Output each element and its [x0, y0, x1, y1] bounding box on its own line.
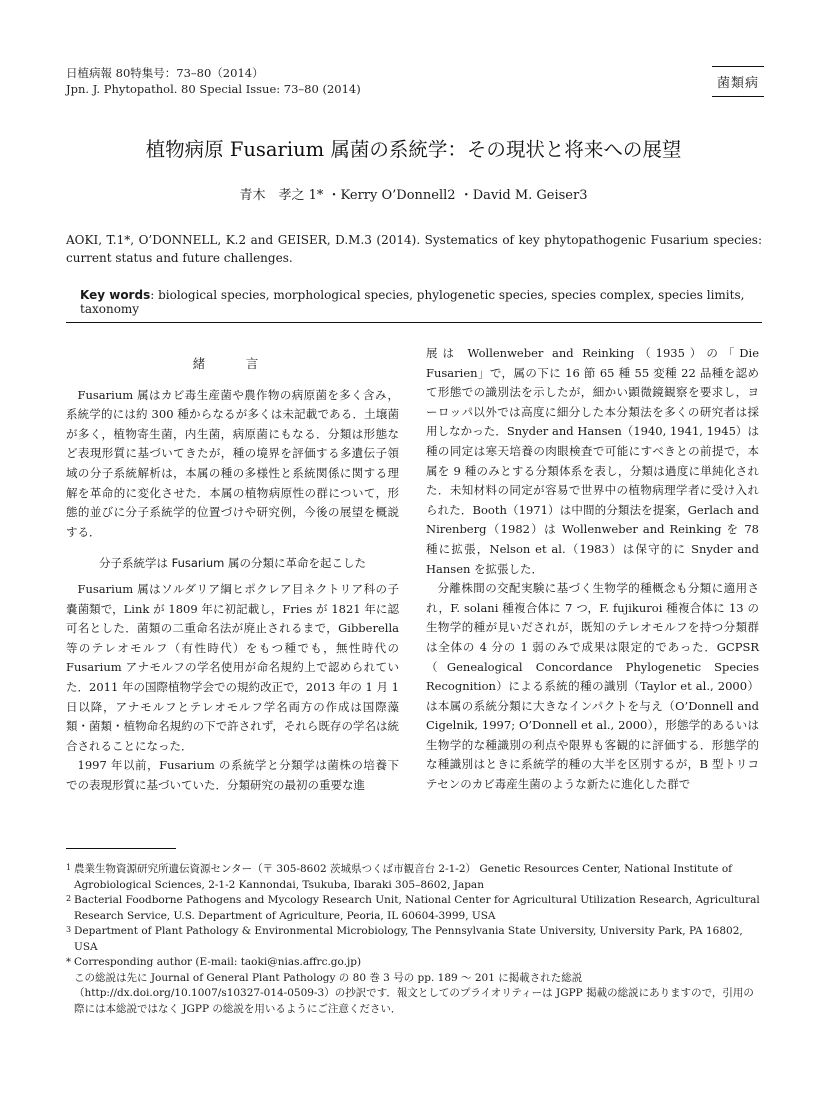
article-title: 植物病原 Fusarium 属菌の系統学：その現状と将来への展望 [145, 138, 682, 161]
intro-paragraph: Fusarium 属はカビ毒生産菌や農作物の病原菌を多く含み，系統学的には約 300 種からなるが多くは未記載である．土壌菌が多く，植物寄生菌，内生菌，病原菌にもなる．分類は形態など表現形質に基づいてきたが，種の境界を評価する多遺伝子領域の分子系統解析は，本属の種の多様性と系統関係に関する理解を革命的に変化させた．本属の植物病原性の群について，形態的並びに分子系統学的位置づけや研究例，今後の展望を概説する． [66, 387, 399, 539]
keywords-text: : biological species, morphological species, phylogenetic species, species complex, species limits, taxonomy [80, 288, 745, 316]
english-citation: AOKI, T.1*, O’DONNELL, K.2 and GEISER, D.M.3 (2014). Systematics of key phytopathogenic Fusarium species: current status and future challenges. [66, 233, 762, 265]
body-paragraph-4: 分離株間の交配実験に基づく生物学的種概念も分類に適用され，F. solani 種複合体に 7 つ，F. fujikuroi 種複合体に 13 の生物学的種が見いだされが，既知のテレオモルフを持つ分類群は全体の 4 分の 1 弱のみで成果は限定的であった．GCPSR（Genealogical Concordance Phylogenetic Species Recognition）による系統的種の識別（Taylor et al., 2000）は本属の系統分類に大きなインパクトを与え（O’Donnell and Cigelnik, 1997; O’Donnell et al., 2000），形態学的あるいは生物学的な種識別の利点や限界も客観的に評価する．形態学的な種識別はときに系統学的種の大半を区別するが，B 型トリコテセンのカビ毒産生菌のような新たに進化した群で [426, 581, 759, 792]
footnote-divider [66, 848, 176, 849]
right-column [426, 344, 759, 795]
journal-citation-en: Jpn. J. Phytopathol. 80 Special Issue: 73–80 (2014) [66, 82, 361, 96]
corresponding-author: * Corresponding author (E-mail: taoki@nias.affrc.go.jp) [66, 956, 362, 968]
category-label: 菌類病 [712, 66, 764, 97]
keywords-label: Key words [80, 288, 151, 302]
left-column [66, 354, 399, 795]
body-paragraph-1: Fusarium 属はソルダリア綱ヒポクレア目ネクトリア科の子嚢菌類で，Link が 1809 年に初記載し，Fries が 1821 年に認可名とした．菌類の二重命名法が廃止されるまで，Gibberella 等のテレオモルフ（有性時代）をもつ種でも，無性時代の Fusarium アナモルフの学名使用が命名規約上で認められていた．2011 年の国際植物学会での規約改正で，2013 年の 1 月 1 日以降，アナモルフとテレオモルフ学名両方の作成は国際藻類・菌類・植物命名規約の下で許されず，それら既存の学名は統合されることになった． [66, 581, 399, 753]
body-paragraph-2: 1997 年以前，Fusarium の系統学と分類学は菌株の培養下での表現形質に基づいていた．分類研究の最初の重要な進 [66, 758, 399, 792]
title-divider [66, 322, 762, 323]
footnotes [66, 862, 762, 1017]
footnote-2: 2 Bacterial Foodborne Pathogens and Mycology Research Unit, National Center for Agricultural Utilization Research, Agricultural Research Service, U.S. Department of Agriculture, Peoria, IL 60604-3999, USA [66, 894, 760, 922]
section-heading-introduction: 緒 言 [192, 356, 273, 371]
keywords [80, 288, 770, 316]
author-list: 青木 孝之 1* ・Kerry O’Donnell2 ・David M. Geiser3 [239, 188, 588, 203]
body-paragraph-3: 展は Wollenweber and Reinking（1935）の「Die Fusarien」で，属の下に 16 節 65 種 55 変種 22 品種を認めて形態での識別法を示したが，細かい顕微鏡観察を要求し，ヨーロッパ以外では高度に細分した本分類法を多くの研究者は採用しなかった．Snyder and Hansen（1940, 1941, 1945）は種の同定は寒天培養の肉眼検査で可能にすべきとの前提で，本属を 9 種のみとする分類体系を表し，分類は過度に単純化された．未知材料の同定が容易で世界中の植物病理学者に受け入れられた．Booth（1971）は中間的分類法を提案，Gerlach and Nirenberg（1982）は Wollenweber and Reinking を 78 種に拡張，Nelson et al.（1983）は保守的に Snyder and Hansen を拡張した． [426, 346, 759, 576]
footnote-3: 3 Department of Plant Pathology & Environmental Microbiology, The Pennsylvania State University, University Park, PA 16802, USA [66, 925, 743, 953]
journal-citation-jp: 日植病報 80特集号：73–80（2014） [66, 66, 264, 80]
subsection-heading: 分子系統学は Fusarium 属の分類に革命を起こした [98, 556, 367, 571]
translation-note: この総説は先に Journal of General Plant Pathology の 80 巻 3 号の pp. 189 ～ 201 に掲載された総説（http://dx.doi.org/10.1007/s10327-014-0509-3）の抄訳です．報文としてのプライオリティーは JGPP 掲載の総説にありますので，引用の際には本総説ではなく JGPP の総説を用いるようにご注意ください． [74, 971, 754, 1015]
footnote-1: 1 農業生物資源研究所遺伝資源センター（〒 305-8602 茨城県つくば市観音台 2-1-2） Genetic Resources Center, National Institute of Agrobiological Sciences, 2-1-2 Kannondai, Tsukuba, Ibaraki 305–8602, Japan [66, 863, 733, 891]
